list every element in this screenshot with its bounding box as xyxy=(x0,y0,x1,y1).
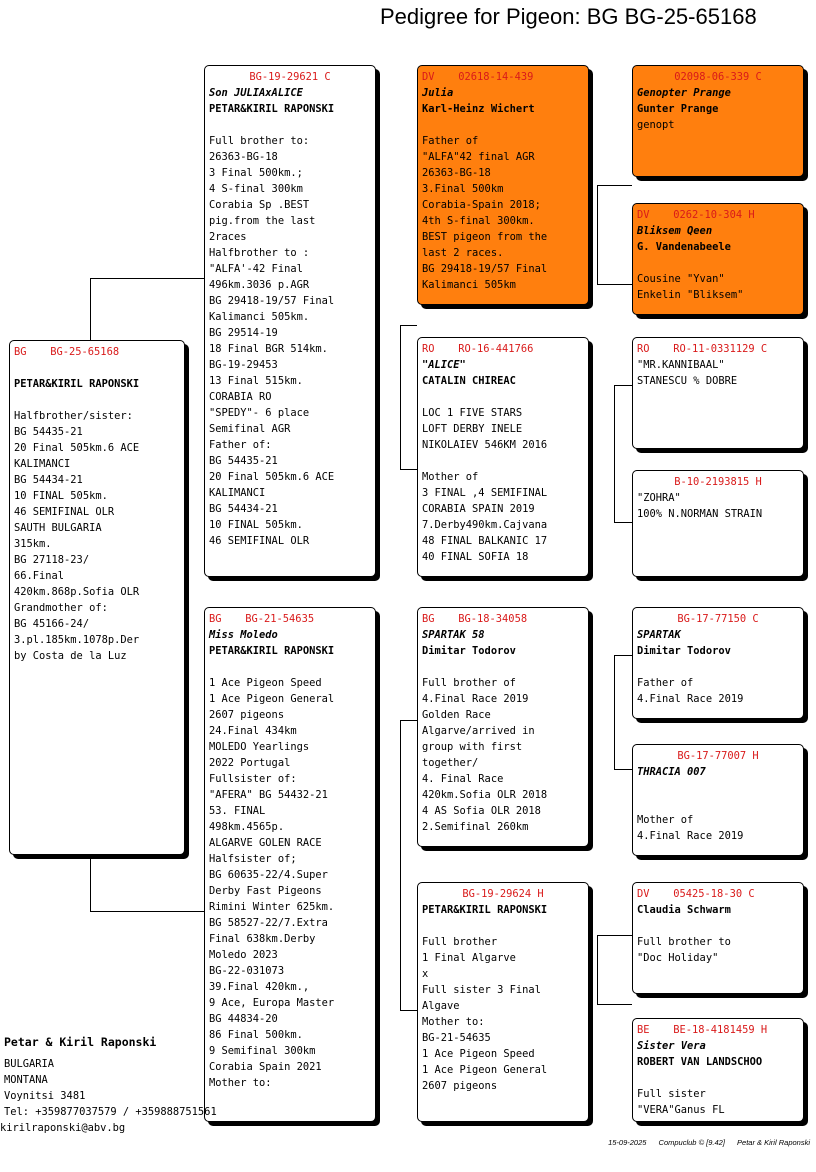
note-line: Full sister 3 Final xyxy=(422,984,541,996)
note-line: Full brother of xyxy=(422,677,516,689)
note-line: 2022 Portugal xyxy=(209,757,291,769)
note-line: 26363-BG-18 xyxy=(209,151,278,163)
ring-number: BG-19-29621 C xyxy=(249,71,331,83)
note-line: Full brother xyxy=(422,936,498,948)
notes xyxy=(422,659,584,835)
breeder-name: PETAR&KIRIL RAPONSKI xyxy=(422,904,548,916)
ring-number: DV 0262-10-304 H xyxy=(637,209,755,221)
ring-number: BG BG-21-54635 xyxy=(209,613,315,625)
note-line: "SPEDY"- 6 place xyxy=(209,407,310,419)
connector-line xyxy=(90,278,91,340)
note-line: CORABIA SPAIN 2019 xyxy=(422,503,535,515)
notes xyxy=(422,918,584,1094)
sire-dam-card[interactable] xyxy=(417,337,589,577)
note-line: LOC 1 FIVE STARS xyxy=(422,407,523,419)
footer xyxy=(598,1138,810,1147)
note-line: 9 Ace, Europa Master xyxy=(209,997,335,1009)
note-line: Algave xyxy=(422,1000,460,1012)
note-line xyxy=(422,117,584,133)
note-line: NIKOLAIEV 546KM 2016 xyxy=(422,439,548,451)
note-line: Kalimanci 505km xyxy=(422,279,516,291)
notes xyxy=(637,918,799,966)
footer-author: Petar & Kiril Raponski xyxy=(737,1138,810,1147)
note-line: Fullsister of: xyxy=(209,773,297,785)
note-line xyxy=(209,659,371,675)
note-line: ALGARVE GOLEN RACE xyxy=(209,837,322,849)
note-line: 3 FINAL ,4 SEMIFINAL xyxy=(422,487,548,499)
notes xyxy=(422,389,584,565)
dam-sire-card[interactable] xyxy=(417,607,589,847)
breeder-name: CATALIN CHIREAC xyxy=(422,375,516,387)
note-line: Kalimanci 505km. xyxy=(209,311,310,323)
note-line: 2.Semifinal 260km xyxy=(422,821,529,833)
ring-number: BG-17-77150 C xyxy=(677,613,759,625)
ring-number: B-10-2193815 H xyxy=(674,476,762,488)
note-line: Mother to: xyxy=(209,1077,272,1089)
note-line: Semifinal AGR xyxy=(209,423,291,435)
note-line: "ZOHRA" xyxy=(637,492,681,504)
note-line: 46 SEMIFINAL OLR xyxy=(209,535,310,547)
notes xyxy=(209,117,371,549)
ssd-card[interactable] xyxy=(632,203,804,315)
note-line: 4. Final Race xyxy=(422,773,504,785)
note-line: Moledo 2023 xyxy=(209,949,278,961)
note-line: 10 FINAL 505km. xyxy=(14,490,108,502)
connector-line xyxy=(597,185,632,186)
notes xyxy=(14,392,180,664)
subject-card[interactable] xyxy=(9,340,185,855)
note-line xyxy=(14,392,180,408)
note-line: 4th S-final 300km. xyxy=(422,215,535,227)
note-line: "VERA"Ganus FL xyxy=(637,1104,725,1116)
note-line: Grandmother of: xyxy=(14,602,108,614)
note-line: 4 AS Sofia OLR 2018 xyxy=(422,805,541,817)
connector-line xyxy=(400,325,417,326)
note-line: 46 SEMIFINAL OLR xyxy=(14,506,115,518)
note-line: BG 54435-21 xyxy=(14,426,83,438)
breeder-name: Karl-Heinz Wichert xyxy=(422,103,535,115)
sire-card[interactable] xyxy=(204,65,376,577)
software-credit: Compuclub © [9.42] xyxy=(658,1138,725,1147)
note-line: pig.from the last xyxy=(209,215,316,227)
note-line: Corabia Spain 2021 xyxy=(209,1061,322,1073)
dds-card[interactable] xyxy=(632,882,804,994)
note-line: LOFT DERBY INELE xyxy=(422,423,523,435)
note-line: 26363-BG-18 xyxy=(422,167,491,179)
ring-number: 02098-06-339 C xyxy=(674,71,762,83)
note-line: 24.Final 434km xyxy=(209,725,297,737)
note-line: 496km.3036 p.AGR xyxy=(209,279,310,291)
note-line: Rimini Winter 625km. xyxy=(209,901,335,913)
note-line: 20 Final 505km.6 ACE xyxy=(14,442,140,454)
note-line: 18 Final BGR 514km. xyxy=(209,343,328,355)
note-line: Cousine "Yvan" xyxy=(637,273,725,285)
note-line xyxy=(637,780,799,796)
note-line: 4 S-final 300km xyxy=(209,183,303,195)
note-line: 1 Ace Pigeon Speed xyxy=(422,1048,535,1060)
notes xyxy=(637,659,799,707)
notes xyxy=(637,490,799,522)
note-line: group with first xyxy=(422,741,523,753)
ddd-card[interactable] xyxy=(632,1018,804,1122)
note-line: BG-19-29453 xyxy=(209,359,278,371)
dam-card[interactable] xyxy=(204,607,376,1122)
notes xyxy=(637,117,799,133)
connector-line xyxy=(400,720,417,721)
note-line: BG 44834-20 xyxy=(209,1013,278,1025)
note-line: 20 Final 505km.6 ACE xyxy=(209,471,335,483)
connector-line xyxy=(614,655,615,770)
note-line: x xyxy=(422,968,429,980)
connector-line xyxy=(597,935,598,1005)
dam-dam-card[interactable] xyxy=(417,882,589,1122)
breeder-name: Claudia Schwarm xyxy=(637,904,731,916)
page-title: Pedigree for Pigeon: BG BG-25-65168 xyxy=(380,4,757,29)
pigeon-name: Miss Moledo xyxy=(209,629,278,641)
sdd-card[interactable] xyxy=(632,470,804,577)
note-line: SAUTH BULGARIA xyxy=(14,522,102,534)
note-line: 1 Ace Pigeon General xyxy=(209,693,335,705)
connector-line xyxy=(90,855,91,912)
breeder-name: G. Vandenabeele xyxy=(637,241,731,253)
note-line: Mother of xyxy=(637,814,694,826)
note-line: Full brother to: xyxy=(209,135,310,147)
breeder-name: PETAR&KIRIL RAPONSKI xyxy=(14,378,140,390)
pigeon-name: Son JULIAxALICE xyxy=(209,87,303,99)
note-line: 420km.Sofia OLR 2018 xyxy=(422,789,548,801)
note-line: BG 29418-19/57 Final xyxy=(422,263,548,275)
note-line: BEST pigeon from the xyxy=(422,231,548,243)
note-line: 2races xyxy=(209,231,247,243)
ring-number: RO RO-16-441766 xyxy=(422,343,534,355)
note-line xyxy=(637,796,799,812)
note-line: 1 Final Algarve xyxy=(422,952,516,964)
connector-line xyxy=(614,385,632,386)
note-line: Enkelin "Bliksem" xyxy=(637,289,744,301)
note-line: 1 Ace Pigeon General xyxy=(422,1064,548,1076)
connector-line xyxy=(597,185,598,285)
note-line: 3.Final 500km xyxy=(422,183,504,195)
note-line: together/ xyxy=(422,757,479,769)
breeder-name: PETAR&KIRIL RAPONSKI xyxy=(209,645,335,657)
pigeon-name: Julia xyxy=(422,87,454,99)
note-line: 3 Final 500km.; xyxy=(209,167,303,179)
sss-card[interactable] xyxy=(632,65,804,177)
note-line: BG 54435-21 xyxy=(209,455,278,467)
dss-card[interactable] xyxy=(632,607,804,719)
note-line: 48 FINAL BALKANIC 17 xyxy=(422,535,548,547)
ring-number: BG-19-29624 H xyxy=(462,888,544,900)
note-line xyxy=(422,918,584,934)
ring-number: BG BG-25-65168 xyxy=(14,346,120,358)
connector-line xyxy=(400,720,401,1010)
breeder-name: Gunter Prange xyxy=(637,103,719,115)
note-line: 3.pl.185km.1078p.Der xyxy=(14,634,140,646)
note-line: Full sister xyxy=(637,1088,706,1100)
note-line: Halfsister of; xyxy=(209,853,297,865)
connector-line xyxy=(90,911,204,912)
pigeon-name: Sister Vera xyxy=(637,1040,706,1052)
note-line: BG 29514-19 xyxy=(209,327,278,339)
note-line: CORABIA RO xyxy=(209,391,272,403)
note-line: 86 Final 500km. xyxy=(209,1029,303,1041)
note-line xyxy=(209,117,371,133)
note-line: KALIMANCI xyxy=(209,487,266,499)
note-line: 315km. xyxy=(14,538,52,550)
note-line xyxy=(422,453,584,469)
notes xyxy=(422,117,584,293)
note-line: BG 54434-21 xyxy=(14,474,83,486)
note-line: 39.Final 420km., xyxy=(209,981,310,993)
note-line: last 2 races. xyxy=(422,247,504,259)
breeder-name: Dimitar Todorov xyxy=(637,645,731,657)
ring-number: BG-17-77007 H xyxy=(677,750,759,762)
note-line: 40 FINAL SOFIA 18 xyxy=(422,551,529,563)
ring-number: BG BG-18-34058 xyxy=(422,613,528,625)
note-line: BG 60635-22/4.Super xyxy=(209,869,328,881)
pigeon-name: "ALICE" xyxy=(422,359,466,371)
note-line: 53. FINAL xyxy=(209,805,266,817)
ring-number: BE BE-18-4181459 H xyxy=(637,1024,768,1036)
note-line: BG 58527-22/7.Extra xyxy=(209,917,328,929)
connector-line xyxy=(400,469,417,470)
owner-region: MONTANA xyxy=(4,1074,48,1086)
note-line: by Costa de la Luz xyxy=(14,650,127,662)
connector-line xyxy=(597,284,632,285)
pigeon-name: Bliksem Qeen xyxy=(637,225,713,237)
owner-phone: Tel: +359877037579 / +359888751561 xyxy=(4,1106,217,1118)
note-line: Algarve/arrived in xyxy=(422,725,535,737)
owner-country: BULGARIA xyxy=(4,1058,55,1070)
note-line xyxy=(637,659,799,675)
note-line: 4.Final Race 2019 xyxy=(422,693,529,705)
note-line: 2607 pigeons xyxy=(422,1080,498,1092)
note-line xyxy=(422,659,584,675)
note-line: 66.Final xyxy=(14,570,65,582)
note-line: Halfbrother to : xyxy=(209,247,310,259)
note-line: Final 638km.Derby xyxy=(209,933,316,945)
ring-number: DV 05425-18-30 C xyxy=(637,888,755,900)
note-line: Father of: xyxy=(209,439,272,451)
note-line: Corabia Sp .BEST xyxy=(209,199,310,211)
note-line: Halfbrother/sister: xyxy=(14,410,133,422)
dsd-card[interactable] xyxy=(632,744,804,856)
note-line: 9 Semifinal 300km xyxy=(209,1045,316,1057)
notes xyxy=(637,255,799,303)
note-line: BG-21-54635 xyxy=(422,1032,491,1044)
pigeon-name: THRACIA 007 xyxy=(637,766,706,778)
connector-line xyxy=(614,522,632,523)
note-line: Mother to: xyxy=(422,1016,485,1028)
owner-info xyxy=(0,1034,217,1136)
breeder-name: Dimitar Todorov xyxy=(422,645,516,657)
note-line: "AFERA" BG 54432-21 xyxy=(209,789,328,801)
note-line: 498km.4565p. xyxy=(209,821,285,833)
note-line: Derby Fast Pigeons xyxy=(209,885,322,897)
notes xyxy=(637,780,799,844)
note-line: BG 45166-24/ xyxy=(14,618,90,630)
note-line: "MR.KANNIBAAL" xyxy=(637,359,725,371)
pigeon-name: SPARTAK 58 xyxy=(422,629,485,641)
note-line: MOLEDO Yearlings xyxy=(209,741,310,753)
note-line: Full brother to xyxy=(637,936,731,948)
connector-line xyxy=(597,935,632,936)
connector-line xyxy=(614,655,632,656)
note-line: 420km.868p.Sofia OLR xyxy=(14,586,140,598)
ring-number: RO RO-11-0331129 C xyxy=(637,343,768,355)
note-line: Father of xyxy=(637,677,694,689)
note-line: 4.Final Race 2019 xyxy=(637,830,744,842)
connector-line xyxy=(597,1004,632,1005)
connector-line xyxy=(400,325,401,470)
breeder-name: PETAR&KIRIL RAPONSKI xyxy=(209,103,335,115)
note-line: Mother of xyxy=(422,471,479,483)
note-line: Father of xyxy=(422,135,479,147)
notes xyxy=(637,1070,799,1118)
connector-line xyxy=(614,385,615,523)
note-line: genopt xyxy=(637,119,675,131)
note-line: KALIMANCI xyxy=(14,458,71,470)
note-line: 100% N.NORMAN STRAIN xyxy=(637,508,763,520)
pigeon-name: Genopter Prange xyxy=(637,87,731,99)
note-line: Golden Race xyxy=(422,709,491,721)
note-line: Corabia-Spain 2018; xyxy=(422,199,541,211)
connector-line xyxy=(90,278,204,279)
notes xyxy=(637,357,799,389)
owner-address: Voynitsi 3481 xyxy=(4,1090,86,1102)
owner-name: Petar & Kiril Raponski xyxy=(4,1035,157,1049)
note-line: 4.Final Race 2019 xyxy=(637,693,744,705)
breeder-name: ROBERT VAN LANDSCHOO xyxy=(637,1056,763,1068)
note-line: 10 FINAL 505km. xyxy=(209,519,303,531)
owner-email[interactable]: kirilraponski@abv.bg xyxy=(0,1122,126,1134)
sire-sire-card[interactable] xyxy=(417,65,589,305)
connector-line xyxy=(400,1010,417,1011)
pigeon-name: SPARTAK xyxy=(637,629,681,641)
ring-number: DV 02618-14-439 xyxy=(422,71,534,83)
note-line: STANESCU % DOBRE xyxy=(637,375,738,387)
note-line xyxy=(637,918,799,934)
connector-line xyxy=(614,769,632,770)
note-line: BG-22-031073 xyxy=(209,965,285,977)
note-line: "Doc Holiday" xyxy=(637,952,719,964)
note-line: 7.Derby490km.Cajvana xyxy=(422,519,548,531)
note-line xyxy=(637,1070,799,1086)
sds-card[interactable] xyxy=(632,337,804,449)
note-line xyxy=(422,389,584,405)
note-line: "ALFA'-42 Final xyxy=(209,263,303,275)
note-line: 2607 pigeons xyxy=(209,709,285,721)
note-line: BG 29418-19/57 Final xyxy=(209,295,335,307)
note-line: 13 Final 515km. xyxy=(209,375,303,387)
note-line: BG 27118-23/ xyxy=(14,554,90,566)
print-date: 15-09-2025 xyxy=(608,1138,647,1147)
note-line: "ALFA"42 final AGR xyxy=(422,151,535,163)
note-line: BG 54434-21 xyxy=(209,503,278,515)
note-line: 1 Ace Pigeon Speed xyxy=(209,677,322,689)
note-line xyxy=(637,255,799,271)
notes xyxy=(209,659,371,1091)
